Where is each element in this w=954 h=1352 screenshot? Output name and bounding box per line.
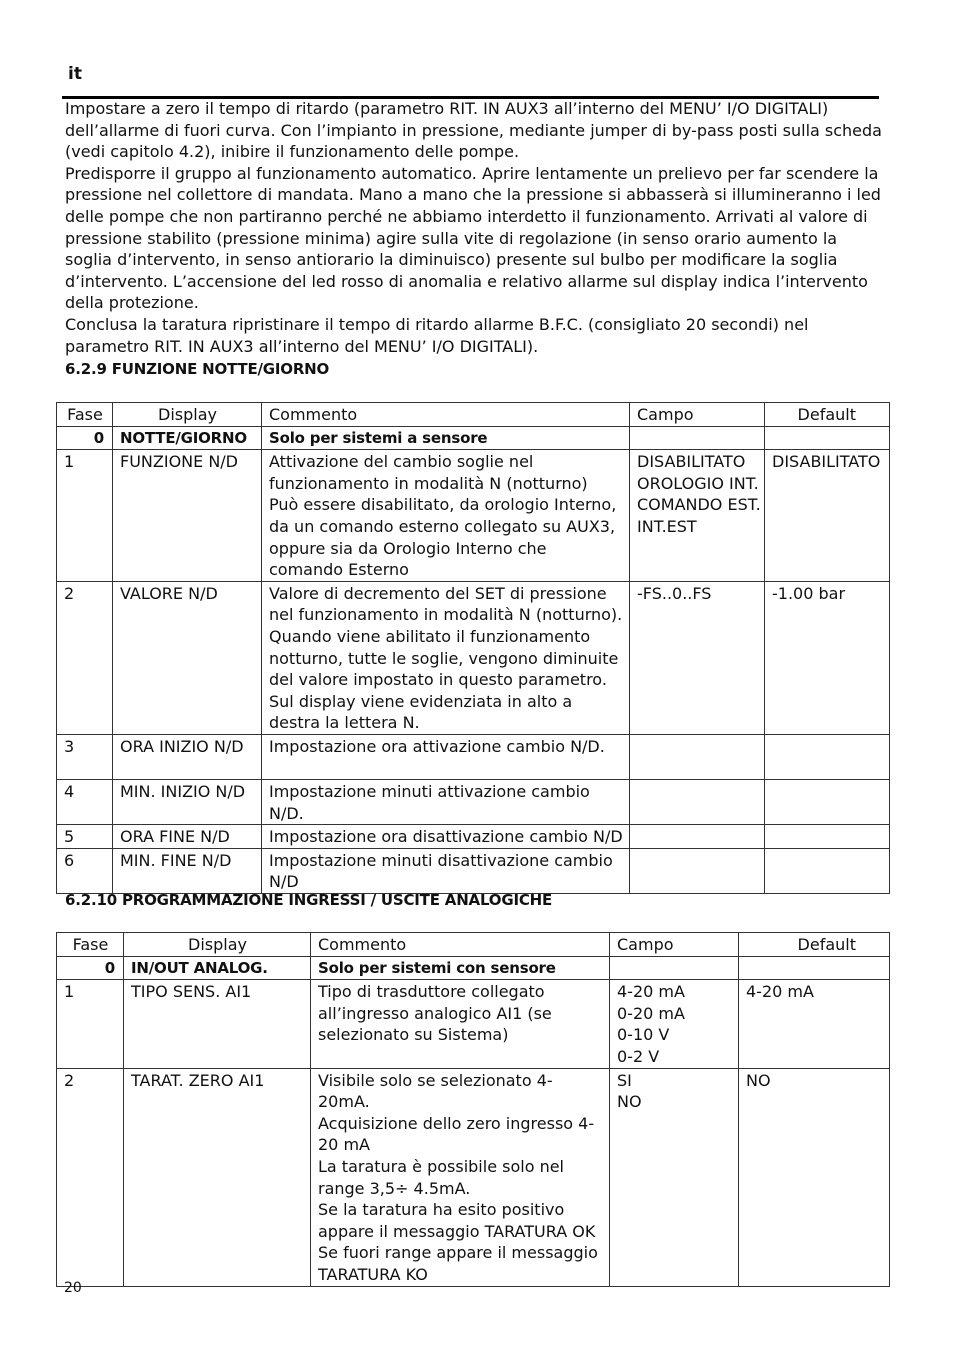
language-tag: it (68, 64, 82, 84)
header-fase: Fase (57, 403, 113, 427)
cell-commento: Solo per sistemi a sensore (262, 426, 630, 450)
table-row (57, 426, 890, 450)
table-row (57, 1068, 890, 1286)
cell-campo (630, 779, 765, 824)
cell-campo (630, 734, 765, 779)
header-display: Display (124, 933, 311, 957)
cell-default: DISABILITATO (765, 450, 890, 582)
header-commento: Commento (311, 933, 610, 957)
table-row (57, 848, 890, 893)
table-header-row (57, 933, 890, 957)
header-fase: Fase (57, 933, 124, 957)
cell-campo: DISABILITATO OROLOGIO INT. COMANDO EST. INT.EST (630, 450, 765, 582)
table-row (57, 980, 890, 1068)
cell-fase: 1 (57, 980, 124, 1068)
cell-commento: Valore di decremento del SET di pressione nel funzionamento in modalità N (notturno). Quando viene abilitato il funzionamento notturno, tutte le soglie, vengono diminuite del valore impostato in questo parametro. Sul display viene evidenziata in alto a destra la lettera N. (262, 581, 630, 734)
page-number: 20 (64, 1280, 82, 1296)
analog-io-table (56, 932, 890, 1287)
cell-campo: 4-20 mA 0-20 mA 0-10 V 0-2 V (610, 980, 739, 1068)
intro-paragraph: Impostare a zero il tempo di ritardo (parametro RIT. IN AUX3 all’interno del MENU’ I/O DIGITALI) dell’allarme di fuori curva. Con l’impianto in pressione, mediante jumper di by-pass posti sulla scheda (vedi capitolo 4.2), inibire il funzionamento delle pompe. (65, 99, 882, 162)
cell-campo: SI NO (610, 1068, 739, 1286)
cell-commento: Impostazione minuti attivazione cambio N/D. (262, 779, 630, 824)
cell-fase: 5 (57, 825, 113, 849)
cell-display: MIN. FINE N/D (113, 848, 262, 893)
section-heading-night-day: 6.2.9 FUNZIONE NOTTE/GIORNO (65, 360, 330, 378)
cell-campo (630, 825, 765, 849)
table-row (57, 825, 890, 849)
cell-fase: 6 (57, 848, 113, 893)
cell-commento: Attivazione del cambio soglie nel funzionamento in modalità N (notturno) Può essere disabilitato, da orologio Interno, da un comando esterno collegato su AUX3, oppure sia da Orologio Interno che comando Esterno (262, 450, 630, 582)
cell-default (765, 848, 890, 893)
table-row (57, 779, 890, 824)
intro-paragraph: Conclusa la taratura ripristinare il tempo di ritardo allarme B.F.C. (consigliato 20 secondi) nel parametro RIT. IN AUX3 all’interno del MENU’ I/O DIGITALI). (65, 314, 809, 356)
cell-default: -1.00 bar (765, 581, 890, 734)
cell-fase: 3 (57, 734, 113, 779)
table-row (57, 450, 890, 582)
cell-display: ORA FINE N/D (113, 825, 262, 849)
intro-text (65, 98, 885, 357)
header-campo: Campo (610, 933, 739, 957)
cell-campo (630, 426, 765, 450)
header-display: Display (113, 403, 262, 427)
cell-default: 4-20 mA (739, 980, 890, 1068)
cell-display: TIPO SENS. AI1 (124, 980, 311, 1068)
cell-default (765, 779, 890, 824)
cell-display: IN/OUT ANALOG. (124, 956, 311, 980)
cell-fase: 4 (57, 779, 113, 824)
table-row (57, 581, 890, 734)
cell-fase: 0 (57, 956, 124, 980)
cell-commento: Impostazione ora attivazione cambio N/D. (262, 734, 630, 779)
section-heading-analog-io: 6.2.10 PROGRAMMAZIONE INGRESSI / USCITE ANALOGICHE (65, 891, 553, 909)
table-row (57, 734, 890, 779)
cell-display: MIN. INIZIO N/D (113, 779, 262, 824)
header-default: Default (765, 403, 890, 427)
cell-fase: 2 (57, 581, 113, 734)
cell-default (765, 734, 890, 779)
table-row (57, 956, 890, 980)
header-campo: Campo (630, 403, 765, 427)
cell-commento: Impostazione minuti disattivazione cambio N/D (262, 848, 630, 893)
cell-default: NO (739, 1068, 890, 1286)
cell-display: VALORE N/D (113, 581, 262, 734)
cell-default (765, 825, 890, 849)
cell-display: ORA INIZIO N/D (113, 734, 262, 779)
cell-commento: Tipo di trasduttore collegato all’ingresso analogico AI1 (se selezionato su Sistema) (311, 980, 610, 1068)
cell-fase: 0 (57, 426, 113, 450)
cell-fase: 2 (57, 1068, 124, 1286)
cell-commento: Impostazione ora disattivazione cambio N/D (262, 825, 630, 849)
intro-paragraph: Predisporre il gruppo al funzionamento automatico. Aprire lentamente un prelievo per far scendere la pressione nel collettore di mandata. Mano a mano che la pressione si abbasserà si illumineranno i led delle pompe che non partiranno perché ne abbiamo interdetto il funzionamento. Arrivati al valore di pressione stabilito (pressione minima) agire sulla vite di regolazione (in senso orario aumento la soglia d’intervento, in senso antiorario la diminuisco) presente sul bulbo per modificare la soglia d’intervento. L’accensione del led rosso di anomalia e relativo allarme sul display indica l’intervento della protezione. (65, 163, 881, 313)
night-day-table (56, 402, 890, 894)
cell-commento: Solo per sistemi con sensore (311, 956, 610, 980)
cell-display: NOTTE/GIORNO (113, 426, 262, 450)
header-default: Default (739, 933, 890, 957)
cell-display: FUNZIONE N/D (113, 450, 262, 582)
cell-commento: Visibile solo se selezionato 4-20mA. Acquisizione dello zero ingresso 4-20 mA La taratura è possibile solo nel range 3,5÷ 4.5mA. Se la taratura ha esito positivo appare il messaggio TARATURA OK Se fuori range appare il messaggio TARATURA KO (311, 1068, 610, 1286)
cell-campo (630, 848, 765, 893)
cell-default (765, 426, 890, 450)
table-header-row (57, 403, 890, 427)
cell-campo (610, 956, 739, 980)
cell-display: TARAT. ZERO AI1 (124, 1068, 311, 1286)
cell-default (739, 956, 890, 980)
cell-campo: -FS..0..FS (630, 581, 765, 734)
cell-fase: 1 (57, 450, 113, 582)
header-commento: Commento (262, 403, 630, 427)
